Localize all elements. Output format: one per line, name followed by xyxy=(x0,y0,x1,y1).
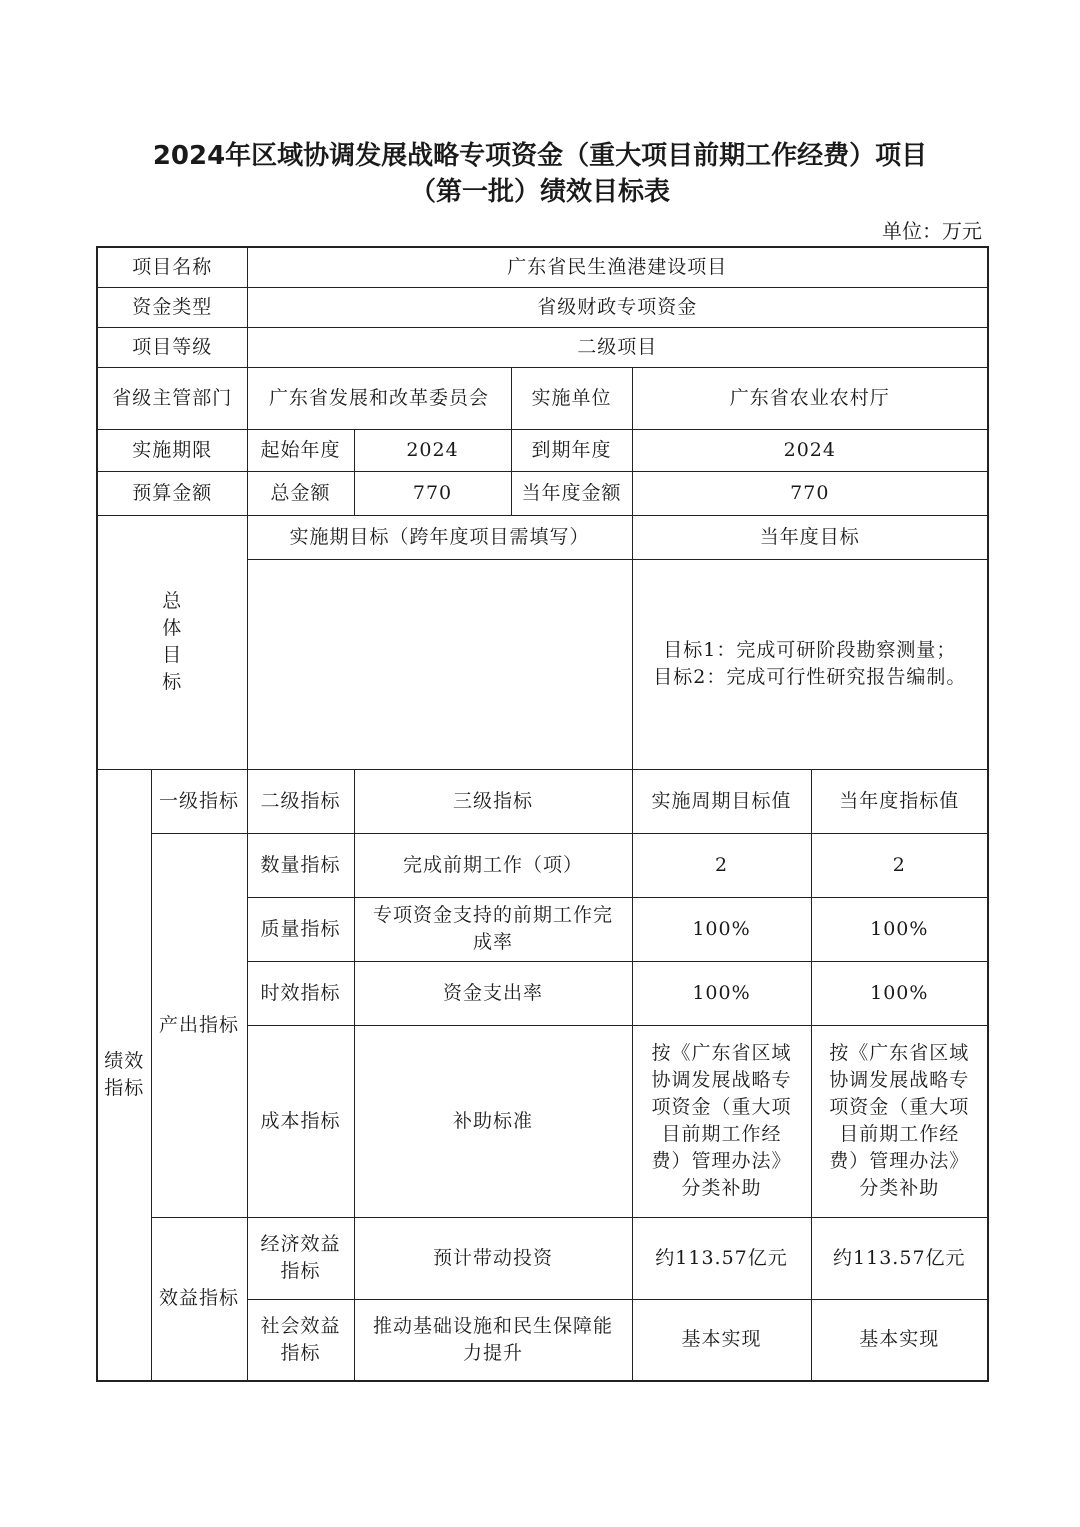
period-goal-content xyxy=(247,559,632,769)
level3-cell xyxy=(354,1299,632,1381)
period-value-cell: 100% xyxy=(632,897,811,961)
annual-goal-header: 当年度目标 xyxy=(632,515,988,559)
level2-header: 二级指标 xyxy=(247,769,354,833)
annual-value-line: 协调发展战略专 xyxy=(829,1069,970,1091)
annual-amount-value: 770 xyxy=(632,471,988,515)
fund-type-value: 省级财政专项资金 xyxy=(247,287,988,327)
row-project-name xyxy=(97,247,988,287)
section-label-line: 绩效 xyxy=(104,1049,145,1072)
overall-goal-char: 总 xyxy=(162,590,183,612)
start-year-value: 2024 xyxy=(354,429,511,471)
level3-line: 成率 xyxy=(473,931,514,953)
level3-cell: 资金支出率 xyxy=(354,961,632,1025)
level2-cell xyxy=(247,1217,354,1299)
end-year-label: 到期年度 xyxy=(511,429,632,471)
section-label-line: 指标 xyxy=(104,1076,145,1099)
annual-value-line: 分类补助 xyxy=(859,1177,940,1199)
period-value-cell xyxy=(632,1025,811,1217)
level3-cell: 完成前期工作（项） xyxy=(354,833,632,897)
indicator-row-quantity xyxy=(97,833,988,897)
level2-line: 经济效益 xyxy=(260,1233,341,1255)
annual-value-line: 按《广东省区域 xyxy=(829,1042,970,1064)
period-value-cell: 100% xyxy=(632,961,811,1025)
row-project-level xyxy=(97,327,988,367)
period-value-line: 项资金（重大项 xyxy=(651,1096,792,1118)
overall-goal-label xyxy=(97,515,247,769)
annual-value-cell: 100% xyxy=(811,961,988,1025)
annual-amount-label: 当年度金额 xyxy=(511,471,632,515)
project-level-value: 二级项目 xyxy=(247,327,988,367)
period-value-cell: 2 xyxy=(632,833,811,897)
level3-line: 专项资金支持的前期工作完 xyxy=(373,904,614,926)
impl-unit-label: 实施单位 xyxy=(511,367,632,429)
start-year-label: 起始年度 xyxy=(247,429,354,471)
dept-label: 省级主管部门 xyxy=(97,367,247,429)
overall-goal-char: 目 xyxy=(162,644,183,666)
annual-value-line: 费）管理办法》 xyxy=(829,1150,970,1172)
benefit-indicator-label: 效益指标 xyxy=(151,1217,247,1381)
level2-line: 指标 xyxy=(280,1260,321,1282)
document-title xyxy=(0,138,1080,210)
level3-cell: 预计带动投资 xyxy=(354,1217,632,1299)
title-line-2: （第一批）绩效目标表 xyxy=(409,177,670,207)
unit-label: 单位：万元 xyxy=(882,219,982,243)
annual-value-cell: 100% xyxy=(811,897,988,961)
overall-goal-char: 体 xyxy=(162,617,183,639)
row-indicator-headers xyxy=(97,769,988,833)
level2-cell: 时效指标 xyxy=(247,961,354,1025)
impl-unit-value: 广东省农业农村厅 xyxy=(632,367,988,429)
row-department xyxy=(97,367,988,429)
level2-cell: 成本指标 xyxy=(247,1025,354,1217)
performance-table xyxy=(96,246,989,1382)
output-indicator-label: 产出指标 xyxy=(151,833,247,1217)
annual-value-line: 目前期工作经 xyxy=(839,1123,960,1145)
overall-goal-char: 标 xyxy=(162,671,183,693)
period-goal-header: 实施期目标（跨年度项目需填写） xyxy=(247,515,632,559)
period-value-cell: 基本实现 xyxy=(632,1299,811,1381)
row-fund-type xyxy=(97,287,988,327)
annual-value-cell: 基本实现 xyxy=(811,1299,988,1381)
end-year-value: 2024 xyxy=(632,429,988,471)
dept-value: 广东省发展和改革委员会 xyxy=(247,367,511,429)
level3-cell: 补助标准 xyxy=(354,1025,632,1217)
indicator-row-economic xyxy=(97,1217,988,1299)
annual-goal-content xyxy=(632,559,988,769)
fund-type-label: 资金类型 xyxy=(97,287,247,327)
project-name-label: 项目名称 xyxy=(97,247,247,287)
level3-header: 三级指标 xyxy=(354,769,632,833)
level2-line: 指标 xyxy=(280,1341,321,1364)
level2-cell xyxy=(247,1299,354,1381)
row-goal-headers xyxy=(97,515,988,559)
annual-value-line: 项资金（重大项 xyxy=(829,1096,970,1118)
annual-value-header: 当年度指标值 xyxy=(811,769,988,833)
row-period xyxy=(97,429,988,471)
level1-header: 一级指标 xyxy=(151,769,247,833)
period-value-header: 实施周期目标值 xyxy=(632,769,811,833)
period-value-cell: 约113.57亿元 xyxy=(632,1217,811,1299)
row-budget xyxy=(97,471,988,515)
indicators-section-label xyxy=(97,769,151,1381)
annual-goal-line: 目标1：完成可研阶段勘察测量； xyxy=(663,639,957,661)
level3-line: 力提升 xyxy=(463,1341,524,1364)
level2-cell: 数量指标 xyxy=(247,833,354,897)
project-level-label: 项目等级 xyxy=(97,327,247,367)
level2-cell: 质量指标 xyxy=(247,897,354,961)
title-line-1: 2024年区域协调发展战略专项资金（重大项目前期工作经费）项目 xyxy=(152,141,928,171)
annual-value-cell xyxy=(811,1025,988,1217)
annual-value-cell: 约113.57亿元 xyxy=(811,1217,988,1299)
period-value-line: 目前期工作经 xyxy=(661,1123,782,1145)
period-value-line: 协调发展战略专 xyxy=(651,1069,792,1091)
project-name-value: 广东省民生渔港建设项目 xyxy=(247,247,988,287)
level2-line: 社会效益 xyxy=(260,1314,341,1337)
period-label: 实施期限 xyxy=(97,429,247,471)
period-value-line: 分类补助 xyxy=(681,1177,762,1199)
level3-line: 推动基础设施和民生保障能 xyxy=(373,1314,614,1337)
budget-label: 预算金额 xyxy=(97,471,247,515)
annual-goal-line: 目标2：完成可行性研究报告编制。 xyxy=(653,666,967,688)
total-amount-value: 770 xyxy=(354,471,511,515)
period-value-line: 按《广东省区域 xyxy=(651,1042,792,1064)
level3-cell xyxy=(354,897,632,961)
total-amount-label: 总金额 xyxy=(247,471,354,515)
annual-value-cell: 2 xyxy=(811,833,988,897)
period-value-line: 费）管理办法》 xyxy=(651,1150,792,1172)
